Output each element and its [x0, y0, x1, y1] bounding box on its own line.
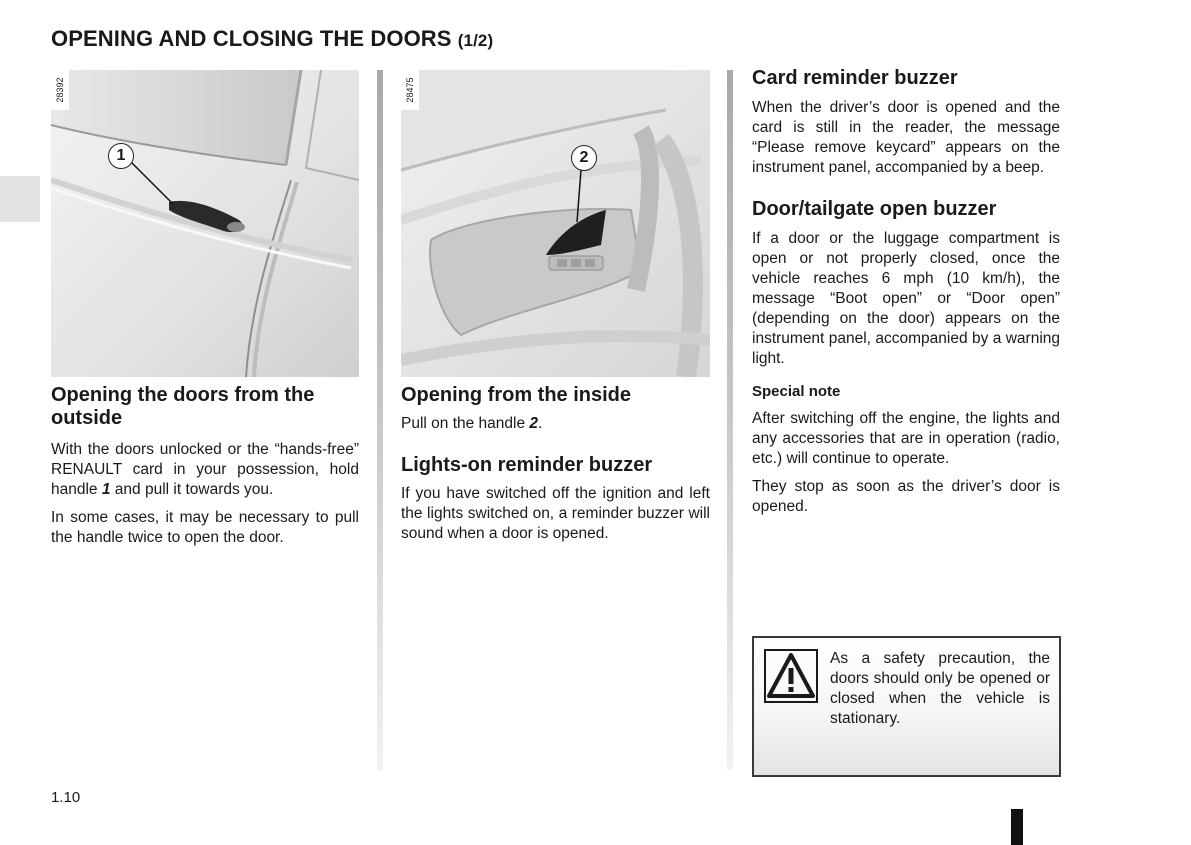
- column-2: [401, 384, 710, 544]
- section-tab: [0, 176, 40, 222]
- paragraph: If you have switched off the ignition and left the lights switched on, a reminder buzzer will sound when a door is opened.: [401, 485, 710, 542]
- figure-inside-door-handle: [401, 70, 710, 377]
- section-heading: Opening from the inside: [401, 384, 632, 406]
- page-number: 1.10: [51, 789, 81, 806]
- car-interior-door-illustration: [401, 70, 710, 377]
- callout-1: 1: [108, 143, 134, 169]
- car-exterior-door-illustration: [51, 70, 359, 377]
- page-title: OPENING AND CLOSING THE DOORS (1/2): [51, 26, 494, 51]
- figure-reference-number: 28475: [401, 70, 419, 110]
- warning-triangle-icon: [764, 649, 818, 703]
- callout-2: 2: [571, 145, 597, 171]
- column-divider: [727, 70, 733, 770]
- thumb-index-marker: [1011, 809, 1023, 845]
- warning-box: [752, 636, 1061, 777]
- paragraph: In some cases, it may be necessary to pull the handle twice to open the door.: [51, 509, 359, 546]
- subheading: Special note: [752, 383, 841, 400]
- section-heading: Opening the doors from the outside: [51, 384, 315, 429]
- warning-text: As a safety precaution, the doors should only be opened or closed when the vehicle is stationary.: [830, 650, 1050, 727]
- section-heading: Card reminder buzzer: [752, 67, 958, 89]
- paragraph: Pull on the handle 2.: [401, 415, 543, 432]
- paragraph: When the driver’s door is opened and the card is still in the reader, the message “Please remove keycard” appears on the instrument panel, accompanied by a beep.: [752, 99, 1060, 176]
- paragraph: If a door or the luggage compartment is open or not properly closed, once the vehicle reaches 6 mph (10 km/h), the message “Boot open” or “Door open” (depending on the door) appears on the instrument panel, accompanied by a warning light.: [752, 230, 1060, 367]
- section-heading: Door/tailgate open buzzer: [752, 198, 997, 220]
- paragraph: With the doors unlocked or the “hands-free” RENAULT card in your possession, hold handle 1 and pull it towards you.: [51, 441, 359, 498]
- paragraph: After switching off the engine, the lights and any accessories that are in operation (radio, etc.) will continue to operate.: [752, 410, 1060, 467]
- column-3: [752, 67, 1060, 517]
- paragraph: They stop as soon as the driver’s door is opened.: [752, 478, 1060, 515]
- column-divider: [377, 70, 383, 770]
- figure-outside-door-handle: [51, 70, 359, 377]
- figure-reference-number: 28392: [51, 70, 69, 110]
- column-1: [51, 384, 359, 548]
- section-heading: Lights-on reminder buzzer: [401, 454, 653, 476]
